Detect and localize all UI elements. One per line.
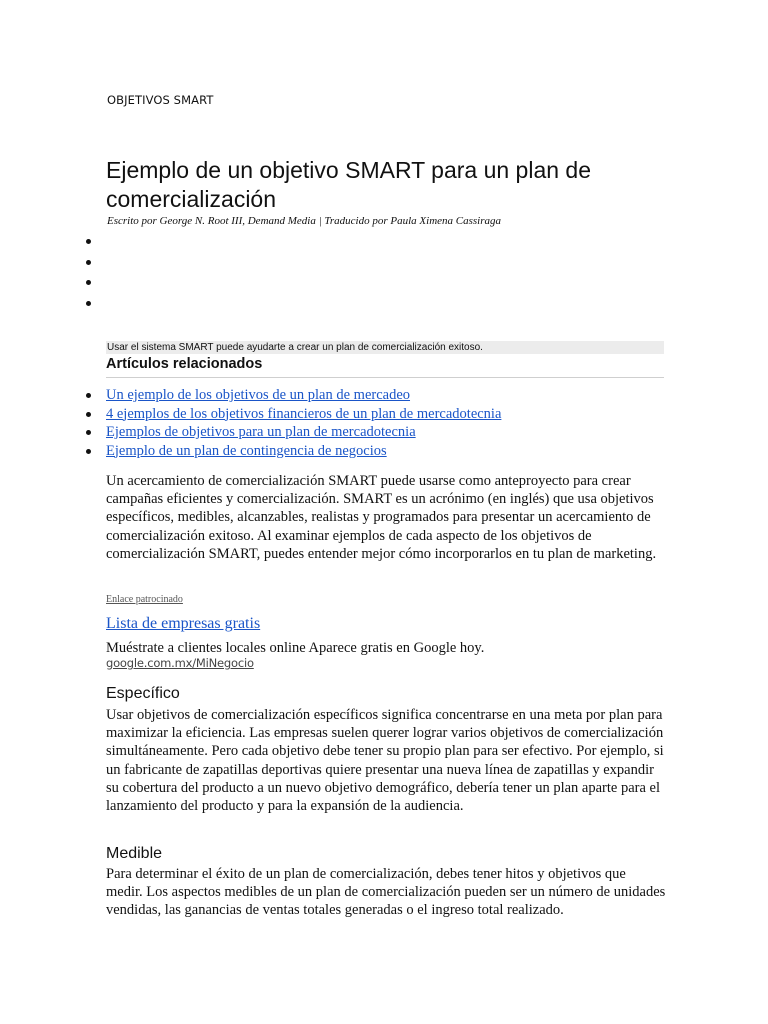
related-link[interactable]: 4 ejemplos de los objetivos financieros de un plan de mercadotecnia — [106, 405, 502, 422]
list-item — [0, 405, 501, 424]
list-item — [0, 386, 501, 405]
list-item — [0, 442, 501, 461]
related-link[interactable]: Ejemplos de objetivos para un plan de mercadotecnia — [106, 424, 416, 440]
category-label: OBJETIVOS SMART — [107, 93, 214, 107]
section-heading-especifico: Específico — [106, 685, 180, 702]
ad-description: Muéstrate a clientes locales online Aparece gratis en Google hoy. — [106, 640, 485, 656]
section-heading-medible: Medible — [106, 845, 163, 862]
section-paragraph-medible: Para determinar el éxito de un plan de comercialización, debes tener hitos y objetivos que medir. Los aspectos medibles de un plan de comercialización pueden ser un número de unidades vendidas, las ganancias de ventas totales generadas o el ingreso total realizado. — [106, 866, 666, 919]
share-list — [0, 234, 20, 316]
intro-paragraph: Un acercamiento de comercialización SMART puede usarse como anteproyecto para crear campañas eficientes y comercialización. SMART es un acrónimo (en inglés) que usa objetivos específicos, medibles, alcanzables, realistas y programados para presentar un acercamiento de comercialización exitoso. Al examinar ejemplos de cada aspecto de los objetivos de comercialización SMART, puedes entender mejor cómo incorporarlos en tu plan de marketing. — [106, 473, 657, 562]
byline: Escrito por George N. Root III, Demand Media | Traducido por Paula Ximena Cassiraga — [107, 215, 502, 227]
image-caption: Usar el sistema SMART puede ayudarte a crear un plan de comercialización exitoso. — [106, 341, 664, 354]
ad-title-link[interactable]: Lista de empresas gratis — [106, 615, 261, 632]
section-paragraph-especifico: Usar objetivos de comercialización específicos significa concentrarse en una meta por plan para maximizar la eficiencia. Las empresas suelen querer lograr varios objetivos de comercialización simultáneamente. Pero cada objetivo debe tener su propio plan para ser efectivo. Por ejemplo, si un fabricante de zapatillas deportivas quiere presentar una nueva línea de zapatillas y expandir su cobertura del producto a un nuevo objetivo demográfico, debería tener un plan aparte para el lanzamiento del producto y para la expansión de la audiencia. — [106, 707, 664, 815]
sponsored-link-label[interactable]: Enlace patrocinado — [106, 594, 183, 605]
related-link[interactable]: Un ejemplo de los objetivos de un plan de mercadeo — [106, 387, 411, 403]
share-item[interactable] — [0, 296, 20, 317]
article-title: Ejemplo de un objetivo SMART para un plan de comercialización — [106, 157, 592, 212]
share-item[interactable] — [0, 255, 20, 276]
list-item — [0, 423, 501, 442]
share-item[interactable] — [0, 234, 20, 255]
share-item[interactable] — [0, 275, 20, 296]
related-articles-list — [0, 386, 501, 460]
ad-url-link[interactable]: google.com.mx/MiNegocio — [106, 656, 254, 670]
related-link[interactable]: Ejemplo de un plan de contingencia de negocios — [106, 442, 387, 459]
related-articles-heading: Artículos relacionados — [106, 354, 664, 378]
